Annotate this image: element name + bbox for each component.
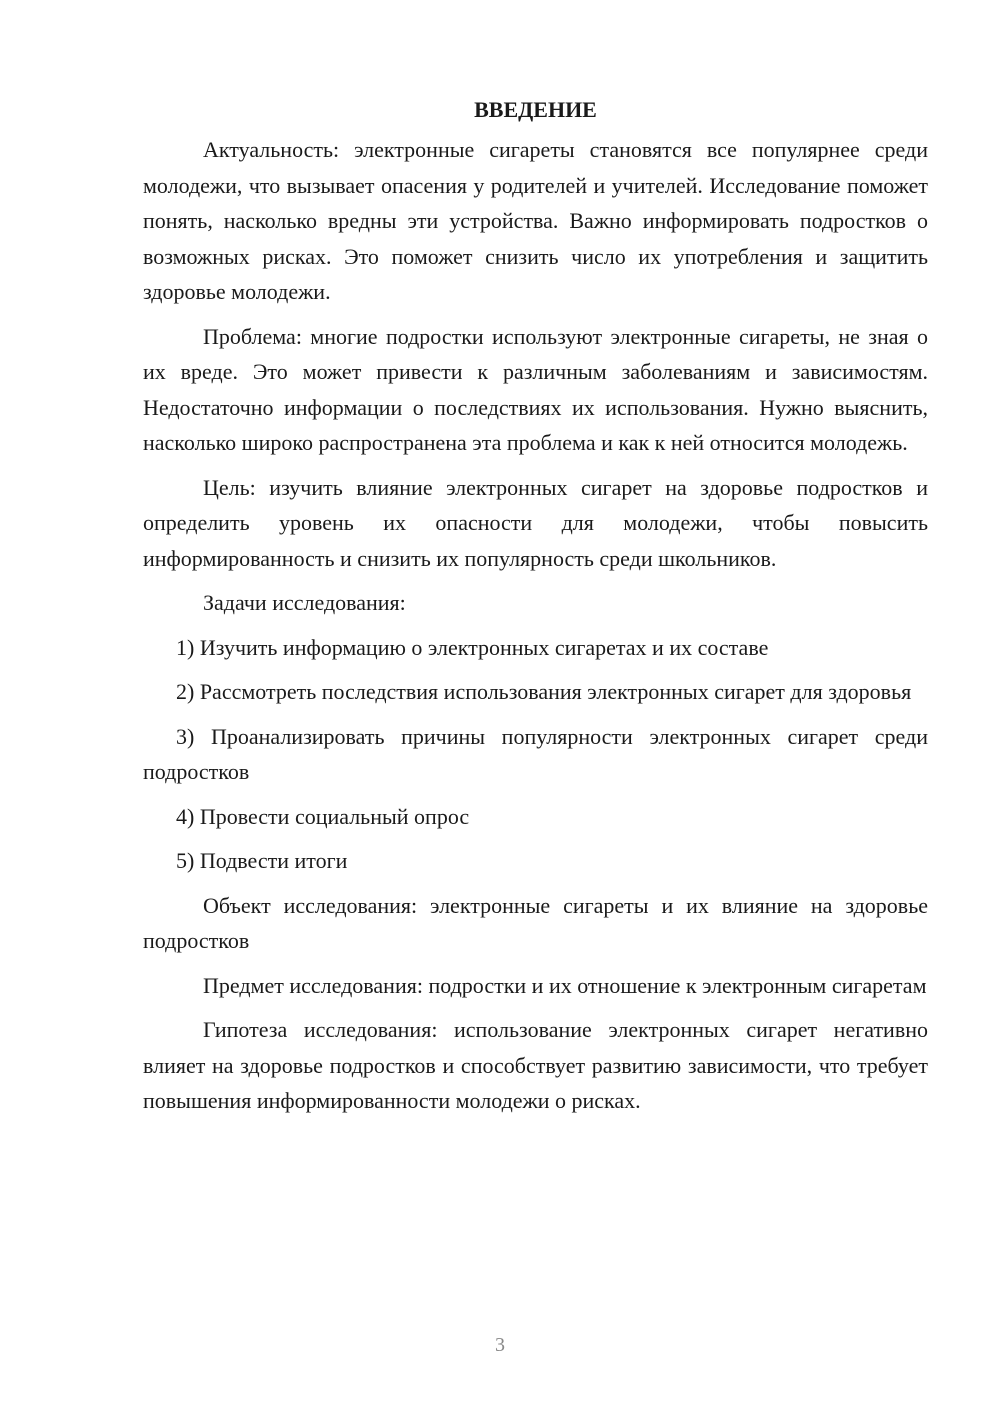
task-item: 1) Изучить информацию о электронных сигаретах и их составе [176,634,769,660]
object-paragraph: Объект исследования: электронные сигареты и их влияние на здоровье подростков [143,892,928,953]
document-page [143,92,928,1128]
subject-paragraph: Предмет исследования: подростки и их отношение к электронным сигаретам [203,972,927,998]
task-item: 3) Проанализировать причины популярности электронных сигарет среди подростков [143,723,928,784]
tasks-heading: Задачи исследования: [203,590,406,615]
task-item: 4) Провести социальный опрос [176,803,470,829]
problem-paragraph: Проблема: многие подростки используют электронные сигареты, не зная о их вреде. Это может привести к различным заболеваниям и зависимостям. Недостаточно информации о последствиях их использования. Нужно выяснить, насколько широко распространена эта проблема и как к ней относится молодежь. [143,323,928,455]
section-title: ВВЕДЕНИЕ [474,97,597,122]
goal-paragraph: Цель: изучить влияние электронных сигарет на здоровье подростков и определить уровень их опасности для молодежи, чтобы повысить информированность и снизить их популярность среди школьников. [143,474,928,571]
page-number: 3 [495,1334,505,1356]
task-item: 2) Рассмотреть последствия использования электронных сигарет для здоровья [176,679,912,704]
relevance-paragraph: Актуальность: электронные сигареты становятся все популярнее среди молодежи, что вызывает опасения у родителей и учителей. Исследование поможет понять, насколько вредны эти устройства. Важно информировать подростков о возможных рисках. Это поможет снизить число их употребления и защитить здоровье молодежи. [143,137,928,304]
task-item: 5) Подвести итоги [176,848,348,873]
hypothesis-paragraph: Гипотеза исследования: использование электронных сигарет негативно влияет на здоровье подростков и способствует развитию зависимости, что требует повышения информированности молодежи о рисках. [143,1017,928,1113]
